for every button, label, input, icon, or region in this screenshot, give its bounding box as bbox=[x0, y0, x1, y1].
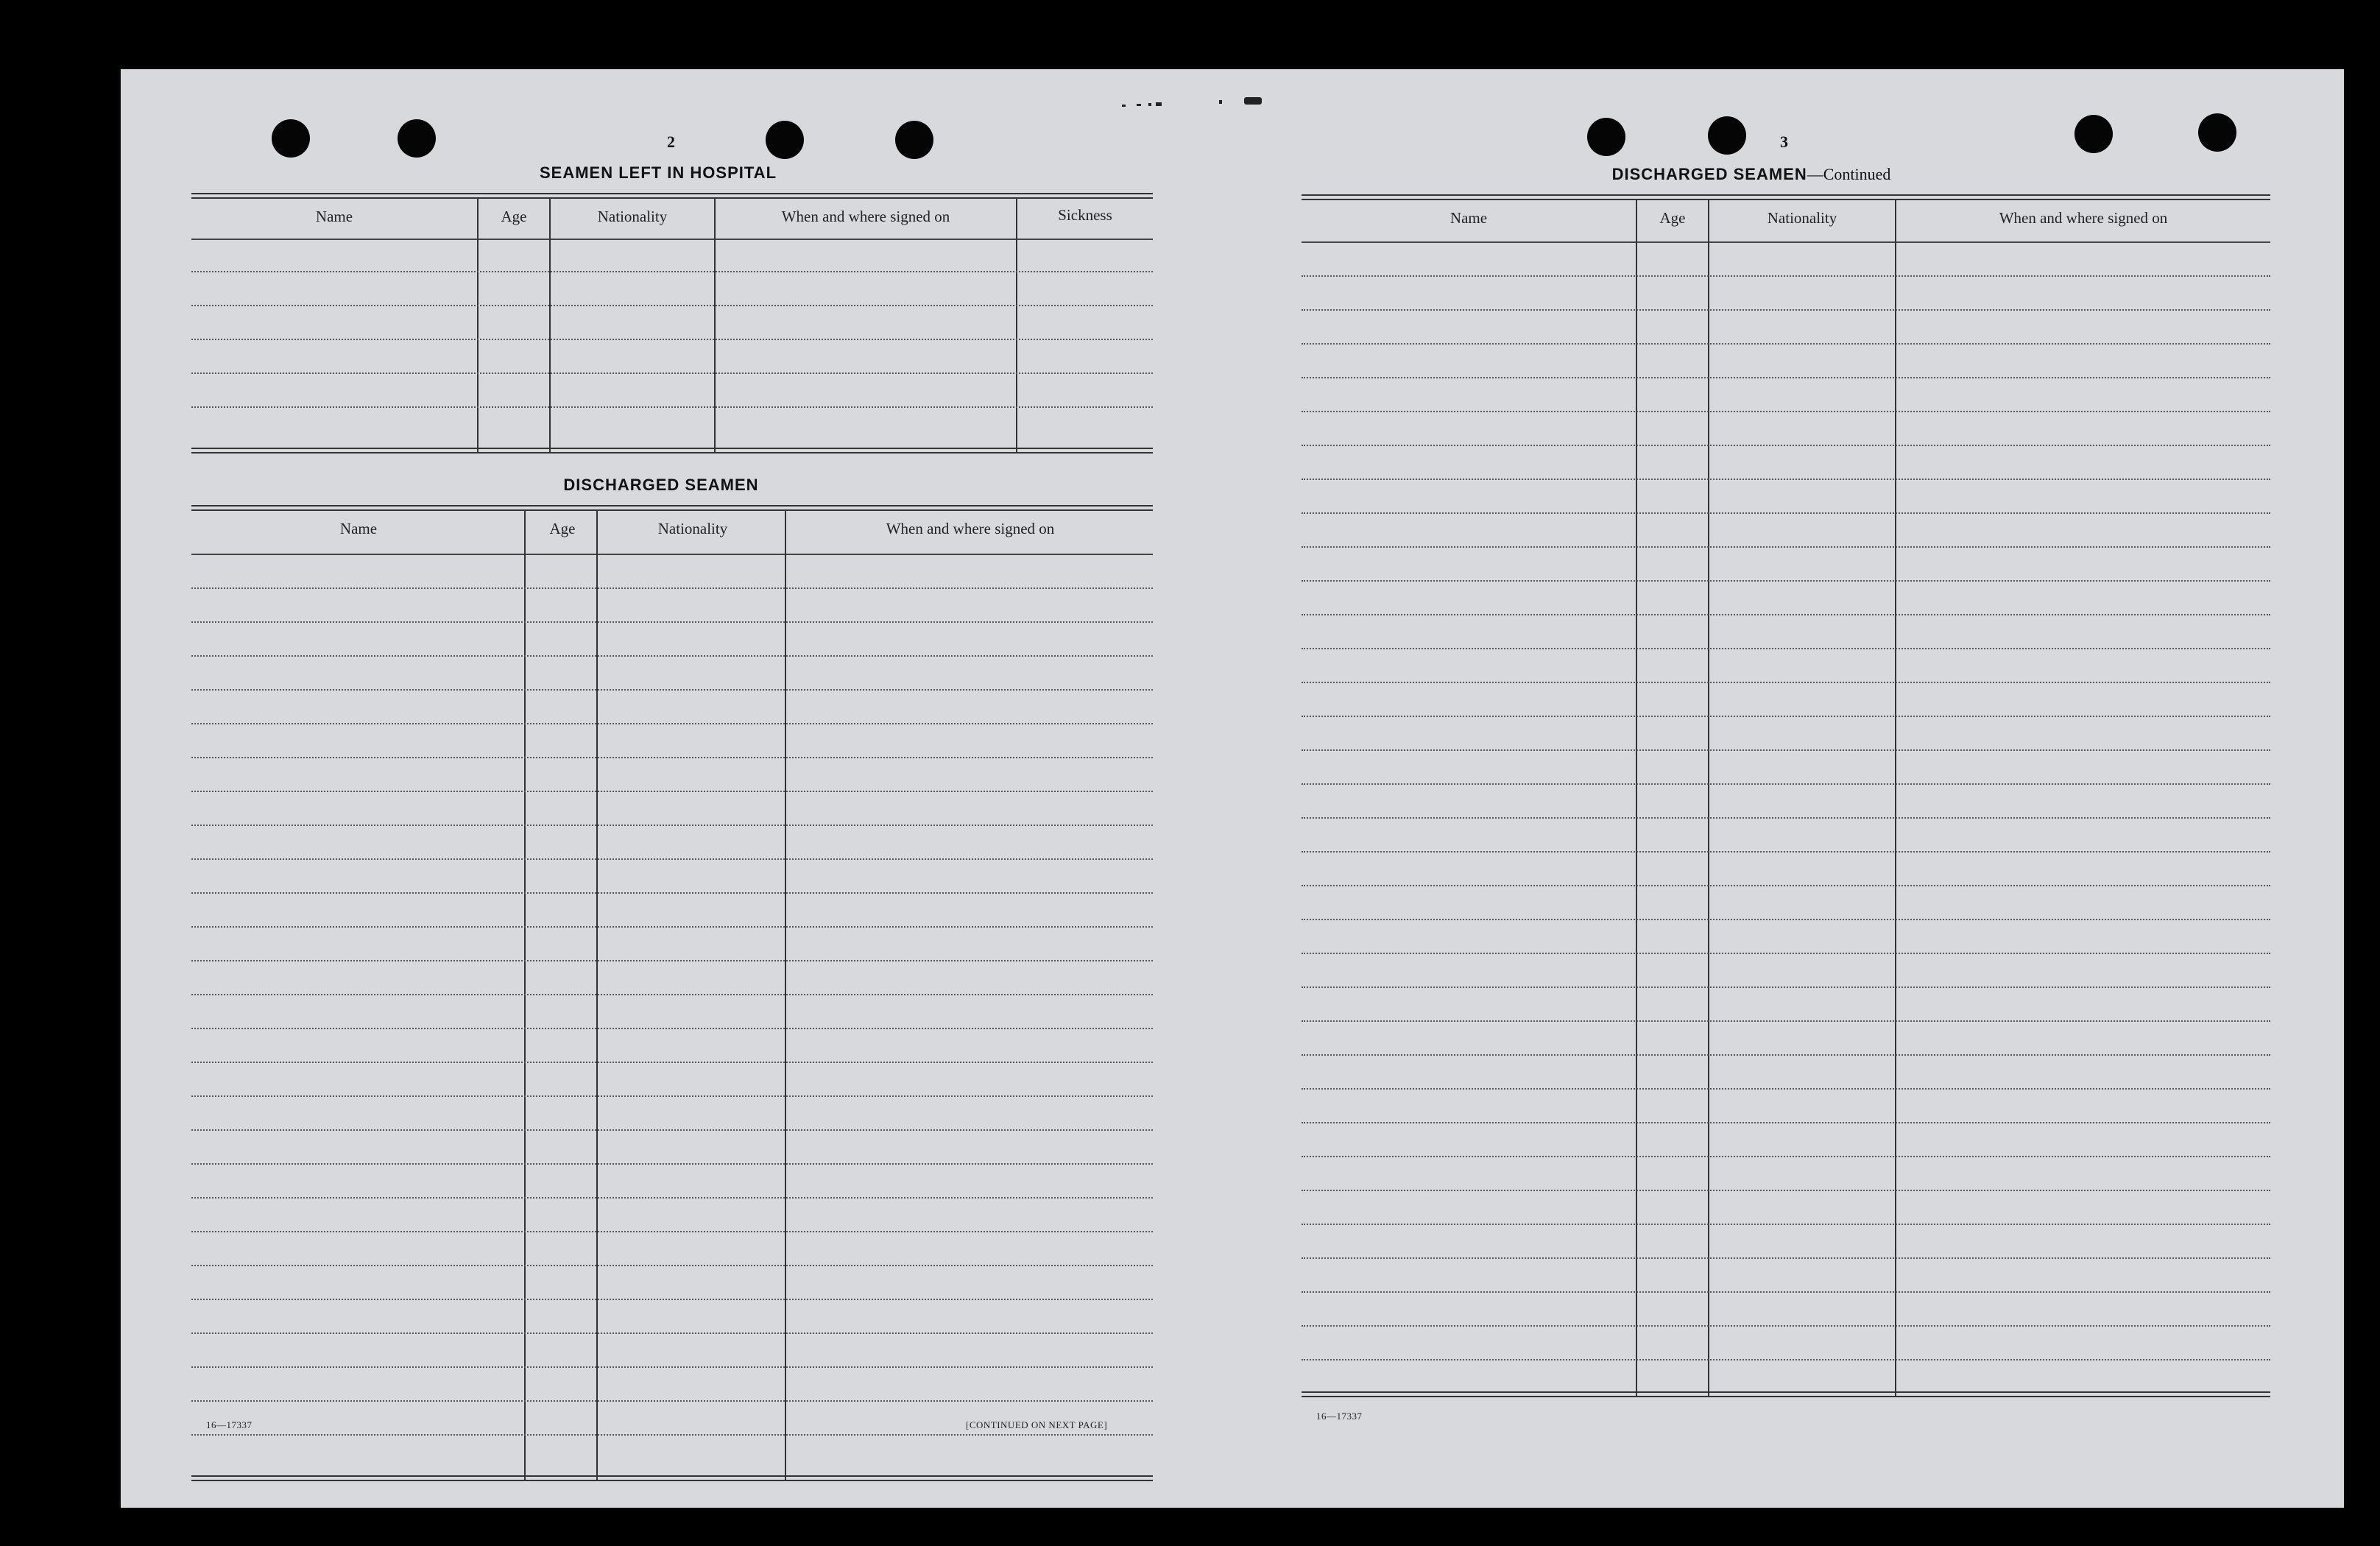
discharged-table-right bbox=[1302, 194, 2270, 1402]
column-header-nationality: Nationality bbox=[657, 520, 728, 537]
record-sheet bbox=[121, 69, 2344, 1508]
hospital-table bbox=[191, 193, 1153, 456]
column-header-nationality: Nationality bbox=[1767, 209, 1837, 227]
column-header-name: Name bbox=[315, 208, 353, 225]
table-row bbox=[191, 339, 1153, 340]
page-number-right: 3 bbox=[1780, 133, 1788, 151]
column-header-sickness: Sickness bbox=[1058, 206, 1112, 224]
discharged-title-text: DISCHARGED SEAMEN bbox=[1611, 165, 1807, 183]
discharged-section-title-right bbox=[1586, 165, 1917, 184]
continued-note: [CONTINUED ON NEXT PAGE] bbox=[966, 1419, 1108, 1430]
table-row bbox=[191, 406, 1153, 408]
table-row bbox=[191, 305, 1153, 306]
discharged-section-title-left: DISCHARGED SEAMEN bbox=[563, 476, 759, 494]
discharged-table-left bbox=[191, 505, 1153, 1484]
hospital-section-title: SEAMEN LEFT IN HOSPITAL bbox=[539, 163, 777, 182]
column-header-age: Age bbox=[549, 520, 576, 537]
column-header-signed-on: When and where signed on bbox=[886, 520, 1055, 537]
punch-hole-icon bbox=[2074, 115, 2113, 153]
ink-specks bbox=[1122, 97, 1262, 112]
punch-hole-icon bbox=[766, 121, 804, 159]
table-row bbox=[191, 271, 1153, 272]
discharged-title-suffix: —Continued bbox=[1807, 165, 1891, 183]
column-header-age: Age bbox=[1659, 209, 1686, 227]
punch-hole-icon bbox=[272, 119, 310, 158]
form-number-right: 16—17337 bbox=[1316, 1411, 1363, 1422]
punch-hole-icon bbox=[2198, 113, 2236, 152]
ink-speck-marks bbox=[1122, 97, 1262, 112]
column-header-name: Name bbox=[339, 520, 378, 537]
column-header-signed-on: When and where signed on bbox=[781, 208, 950, 225]
column-header-name: Name bbox=[1449, 209, 1488, 227]
punch-hole-icon bbox=[1587, 118, 1625, 156]
table-row bbox=[191, 373, 1153, 374]
punch-hole-icon bbox=[895, 121, 933, 159]
form-number-left: 16—17337 bbox=[206, 1419, 253, 1430]
page-number-left: 2 bbox=[667, 133, 675, 151]
punch-hole-icon bbox=[1708, 116, 1746, 155]
column-header-signed-on: When and where signed on bbox=[1999, 209, 2168, 227]
column-header-age: Age bbox=[501, 208, 527, 225]
punch-hole-icon bbox=[398, 119, 436, 158]
column-header-nationality: Nationality bbox=[597, 208, 668, 225]
